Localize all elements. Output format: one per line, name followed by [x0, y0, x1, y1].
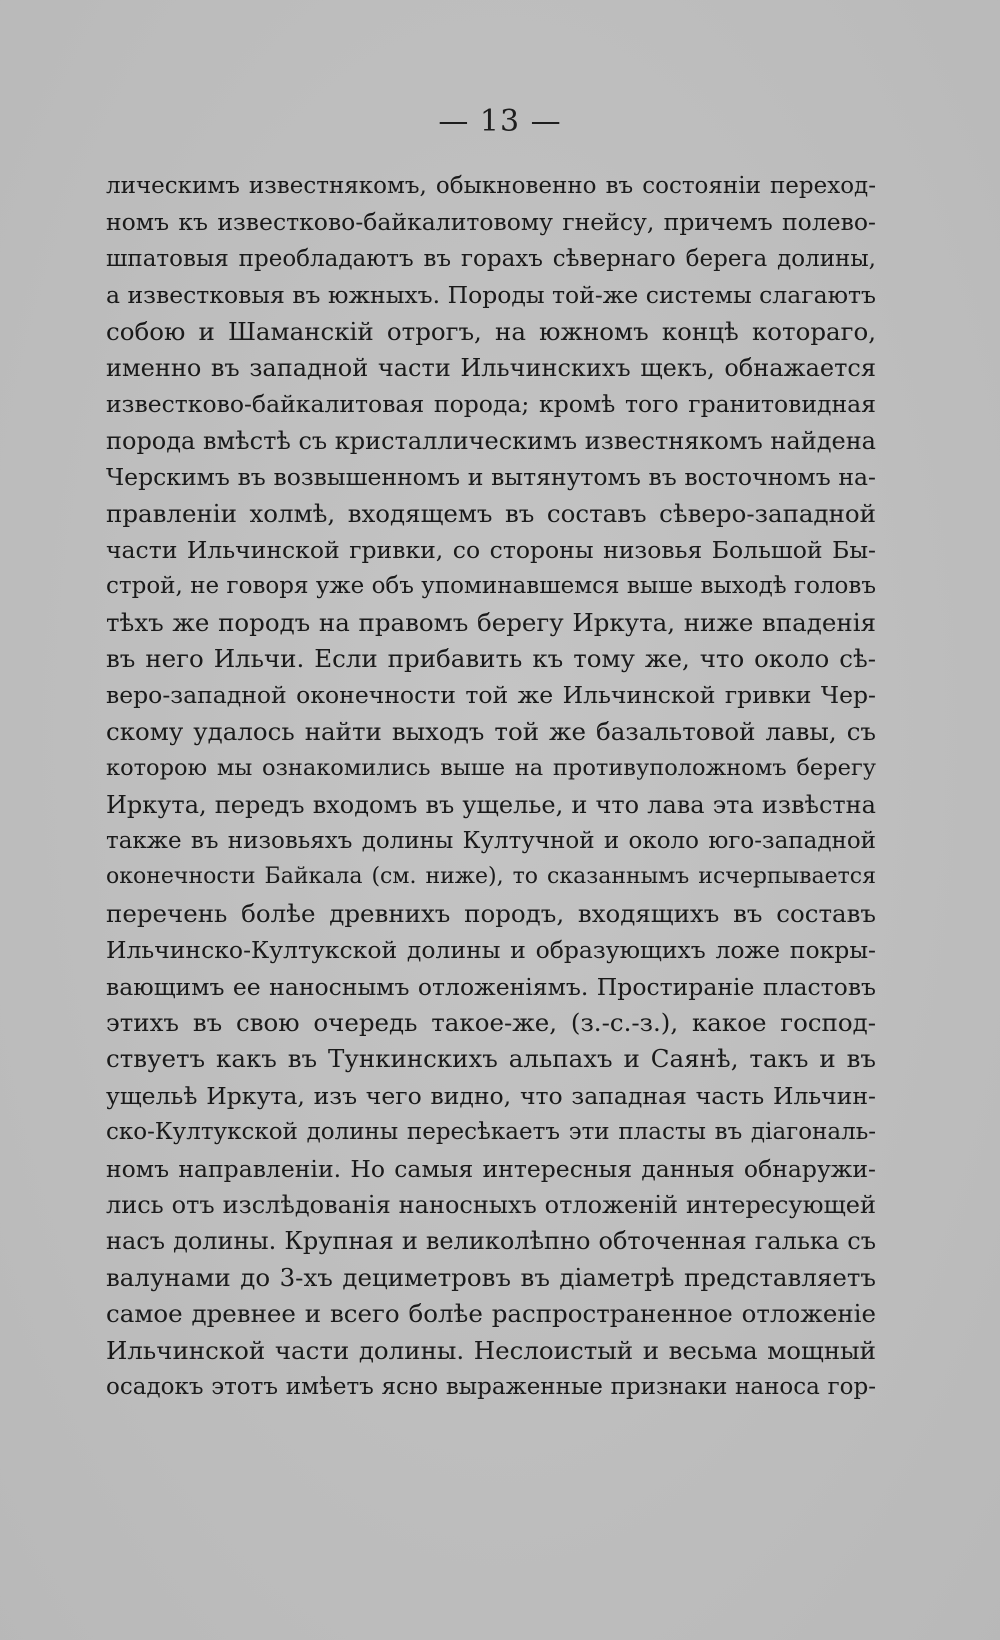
text-line: части Ильчинской гривки, со стороны низовья Большой Бы-	[106, 535, 876, 564]
page-number: — 13 —	[438, 104, 562, 139]
text-line: шпатовыя преобладаютъ въ горахъ сѣвернаго берега долины,	[106, 245, 876, 272]
body-text	[106, 168, 876, 1405]
text-line: именно въ западной части Ильчинскихъ щекъ, обнажается	[106, 353, 876, 382]
text-line: оконечности Байкала (см. ниже), то сказаннымъ исчерпывается	[106, 864, 876, 890]
text-line: ствуетъ какъ въ Тункинскихъ альпахъ и Саянѣ, такъ и въ	[106, 1044, 876, 1074]
text-line: также въ низовьяхъ долины Култучной и около юго-западной	[106, 828, 876, 855]
text-line: вающимъ ее наноснымъ отложенiямъ. Простиранiе пластовъ	[106, 972, 876, 1001]
text-line: ско-Култукской долины пересѣкаетъ эти пласты въ дiагональ-	[106, 1119, 876, 1146]
text-line: лись отъ изслѣдованiя наносныхъ отложенiй интересующей	[106, 1190, 876, 1219]
text-line: валунами до 3-хъ дециметровъ въ дiаметрѣ представляетъ	[106, 1262, 876, 1292]
text-line: лическимъ известнякомъ, обыкновенно въ состоянiи переход-	[106, 173, 876, 199]
text-line: этихъ въ свою очередь такое-же, (з.-с.-з.), какое господ-	[106, 1007, 876, 1037]
text-line: номъ направленiи. Но самыя интересныя данныя обнаружи-	[106, 1154, 876, 1183]
text-line: ущельѣ Иркута, изъ чего видно, что западная часть Ильчин-	[106, 1081, 876, 1110]
text-line: Ильчинской части долины. Неслоистый и весьма мощный	[106, 1335, 876, 1365]
text-line: перечень болѣе древнихъ породъ, входящихъ въ составъ	[106, 898, 876, 928]
text-line: скому удалось найти выходъ той же базальтовой лавы, съ	[106, 716, 876, 746]
text-line: а известковыя въ южныхъ. Породы той-же системы слагаютъ	[106, 281, 876, 310]
text-line: номъ къ известково-байкалитовому гнейсу, причемъ полево-	[106, 208, 876, 237]
text-line: строй, не говоря уже объ упоминавшемся выше выходѣ головъ	[106, 573, 876, 600]
text-line: веро-западной оконечности той же Ильчинской гривки Чер-	[106, 681, 876, 710]
text-line: известково-байкалитовая порода; кромѣ того гранитовидная	[106, 390, 876, 419]
text-line: самое древнее и всего болѣе распространенное отложенiе	[106, 1299, 876, 1329]
text-line: Иркута, передъ входомъ въ ущелье, и что лава эта извѣстна	[106, 790, 876, 819]
text-line: тѣхъ же породъ на правомъ берегу Иркута, ниже впаденiя	[106, 607, 876, 637]
text-line: Ильчинско-Култукской долины и образующихъ ложе покры-	[106, 936, 876, 965]
text-line: насъ долины. Крупная и великолѣпно обточенная галька съ	[106, 1227, 876, 1256]
text-line: собою и Шаманскiй отрогъ, на южномъ концѣ котораго,	[106, 316, 876, 346]
text-line: которою мы ознакомились выше на противуположномъ берегу	[106, 755, 876, 782]
text-line: осадокъ этотъ имѣетъ ясно выраженные признаки наноса гор-	[106, 1373, 876, 1400]
text-line: Черскимъ въ возвышенномъ и вытянутомъ въ восточномъ на-	[106, 463, 876, 492]
text-line: порода вмѣстѣ съ кристаллическимъ известнякомъ найдена	[106, 426, 876, 455]
text-line: правленiи холмѣ, входящемъ въ составъ сѣверо-западной	[106, 498, 876, 528]
text-line: въ него Ильчи. Если прибавить къ тому же, что около сѣ-	[106, 644, 876, 674]
